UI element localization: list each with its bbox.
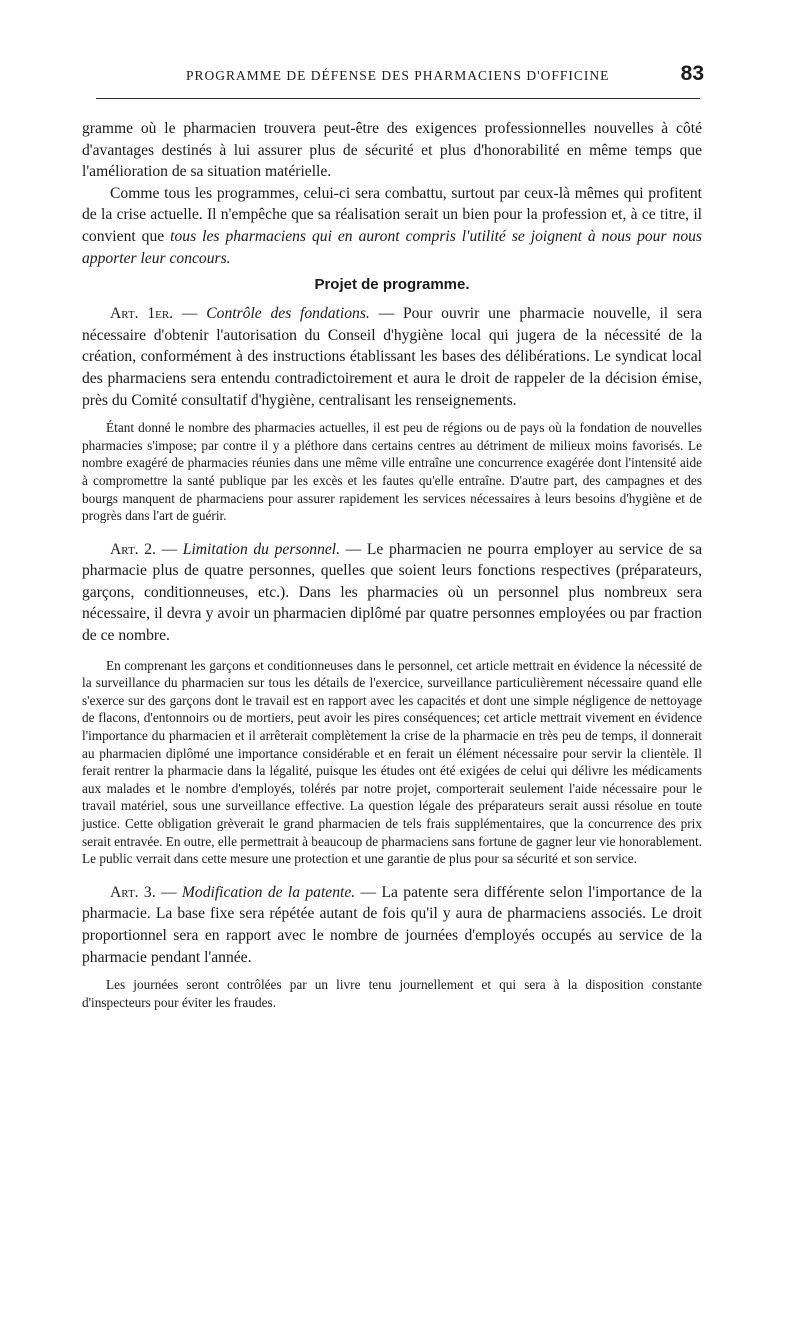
intro-paragraph-2-text: Comme tous les programmes, celui-ci sera combattu, surtout par ceux-là mêmes qui profitent de la crise actuelle. Il n'empêche que sa réalisation serait un bien pour la profession et, à ce titre, il convient que xyxy=(82,184,702,245)
article-3-title: Modification de la patente. xyxy=(181,883,356,901)
article-2-label: Art. 2. xyxy=(110,540,156,558)
intro-paragraph-2 xyxy=(82,183,702,269)
article-3-dash: — xyxy=(155,883,182,901)
running-header xyxy=(96,62,708,88)
article-3-note: Les journées seront contrôlées par un livre tenu journellement et qui sera à la disposition constante d'inspecteurs pour éviter les fraudes. xyxy=(82,977,702,1010)
article-2-body: — Le pharmacien ne pourra employer au service de sa pharmacie plus de quatre personnes, quelles que soient leurs fonctions respectives (préparateurs, garçons, conditionneuses, etc.). Dans les pharmacies où un personnel plus nombreux sera nécessaire, il devra y avoir un pharmacien diplômé par quatre personnes employées ou par fraction de ce nombre. xyxy=(82,540,703,645)
page-body xyxy=(82,118,702,1011)
article-3 xyxy=(82,882,702,968)
page-number: 83 xyxy=(680,62,704,85)
header-rule xyxy=(96,98,700,99)
article-3-label: Art. 3. xyxy=(110,883,156,901)
intro-paragraph-1: gramme où le pharmacien trouvera peut-être des exigences professionnelles nouvelles à côté d'avantages destinés à lui assurer plus de sécurité et plus d'honorabilité en même temps que l'amélioration de sa situation matérielle. xyxy=(82,120,702,181)
article-1-body: — Pour ouvrir une pharmacie nouvelle, il sera nécessaire d'obtenir l'autorisation du Conseil d'hygiène local qui jugera de la nécessité de la création, conformément à des instructions établissant les bases des délibérations. Le syndicat local des pharmaciens sera entendu contradictoirement et aura le droit de rappeler de la décision émise, près du Comité consultatif d'hygiène, centralisant les renseignements. xyxy=(82,305,702,409)
article-1 xyxy=(82,303,702,411)
article-1-dash: — xyxy=(173,305,207,323)
article-1-label: Art. 1er. xyxy=(110,305,174,323)
article-1-note: Étant donné le nombre des pharmacies actuelles, il est peu de régions ou de pays où la fondation de nouvelles pharmacies s'impose; par contre il y a pléthore dans certains centres au détriment de milieux moins favorisés. Le nombre exagéré de pharmacies réunies dans une même ville entraîne une concurrence exagérée dont l'intensité aide à compromettre la santé publique par les excès et les fautes qu'elle entraîne. D'autre part, des campagnes et des bourgs manquent de pharmaciens pour assurer rapidement les services nécessaires à leurs besoins d'hygiène et de progrès dans l'art de guérir. xyxy=(82,420,702,524)
article-2-note: En comprenant les garçons et conditionneuses dans le personnel, cet article mettrait en évidence la nécessité de la surveillance du pharmacien sur tous les détails de l'exercice, surveillance particulièrement nécessaire quand elle s'exerce sur des garçons dont le travail est en rapport avec les capacités et dont une simple négligence de nettoyage de flacons, d'entonnoirs ou de mortiers, peut avoir les pires conséquences; cet article mettrait vivement en évidence l'importance du pharmacien et il arrêterait complètement la crise de la pharmacie en très peu de temps, il donnerait au pharmacien diplômé une importance considérable et en ferait un élément nécessaire pour servir la clientèle. Il ferait rentrer la pharmacie dans la légalité, puisque les études ont été exigées de celui qui délivre les médicaments aux malades et le nombre d'employés, tolérés par notre projet, comporterait seulement l'aide nécessaire pour le travail matériel, sous une surveillance effective. La question légale des préparateurs serait aussi résolue en toute justice. Cette obligation grèverait le grand pharmacien de tels frais supplémentaires, que la concurrence des prix serait entravée. En outre, elle permettrait à beaucoup de pharmaciens sans fortune de gagner leur vie honorablement. Le public verrait dans cette mesure une protection et une garantie de plus pour sa sécurité et son service. xyxy=(82,657,702,867)
article-2-title: Limitation du personnel. xyxy=(182,540,341,558)
running-title: PROGRAMME DE DÉFENSE DES PHARMACIENS D'OFFICINE xyxy=(186,68,610,83)
article-3-body: — La patente sera différente selon l'importance de la pharmacie. La base fixe sera répétée autant de fois qu'il y aura de pharmaciens associés. Le droit proportionnel sera en rapport avec le nombre de journées d'employés occupés au service de la pharmacie pendant l'année. xyxy=(82,883,702,966)
article-2-dash: — xyxy=(155,540,183,558)
intro-paragraph-2-italic: tous les pharmaciens qui en auront compris l'utilité se joignent à nous pour nous apporter leur concours. xyxy=(82,227,702,267)
article-2 xyxy=(82,539,702,647)
section-heading: Projet de programme. xyxy=(314,276,470,294)
article-1-title: Contrôle des fondations. xyxy=(206,305,370,323)
